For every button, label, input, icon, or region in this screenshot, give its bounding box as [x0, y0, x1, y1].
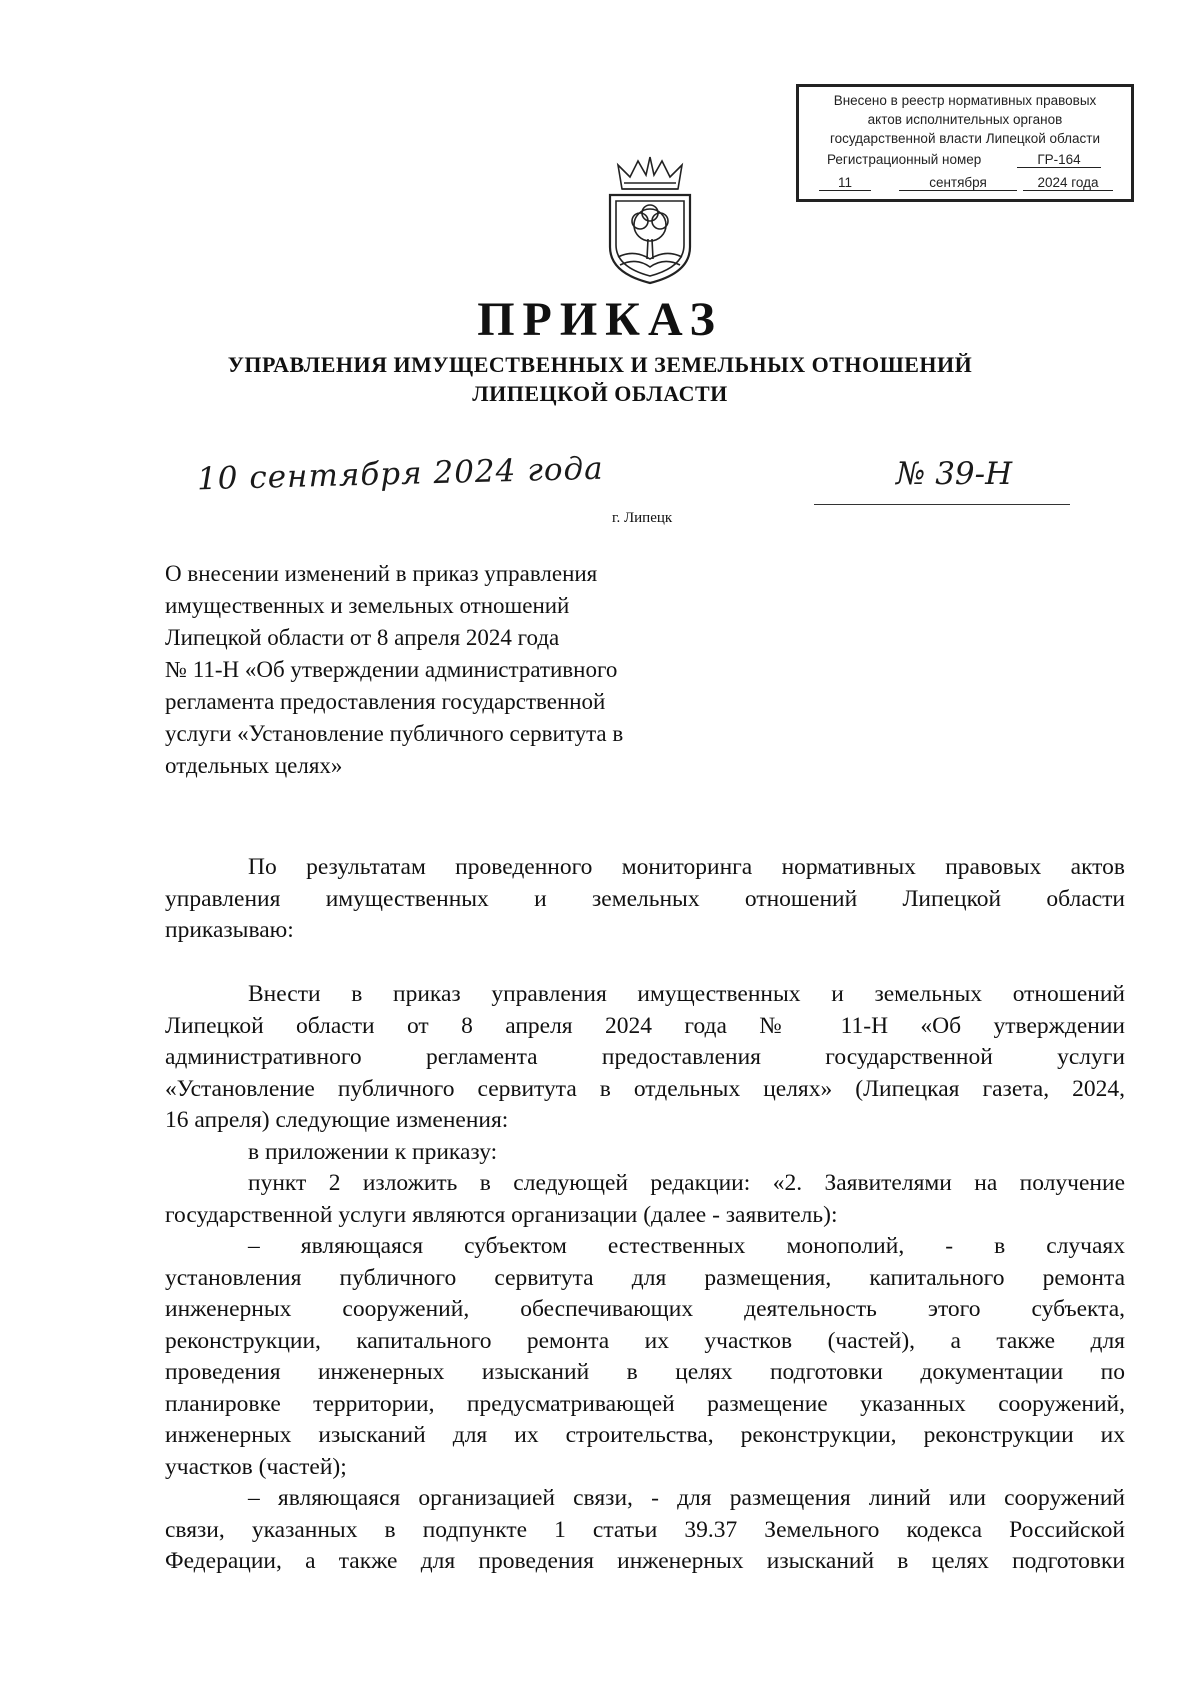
- text-line: – являющаяся субъектом естественных монополий, - в случаях: [248, 1233, 1125, 1259]
- text-line: связи, указанных в подпункте 1 статьи 39.37 Земельного кодекса Российской: [165, 1516, 1125, 1543]
- text-line: Федерации, а также для проведения инженерных изысканий в целях подготовки: [165, 1548, 1125, 1574]
- text-line: установления публичного сервитута для размещения, капитального ремонта: [165, 1264, 1125, 1291]
- text-line: реконструкции, капитального ремонта их участков (частей), а также для: [165, 1327, 1125, 1354]
- text-line: административного регламента предоставления государственной услуги: [165, 1044, 1125, 1070]
- subject-block: [165, 558, 725, 782]
- subject-line: Липецкой области от 8 апреля 2024 года: [165, 625, 560, 650]
- text-line: инженерных изысканий для их строительства, реконструкции, реконструкции их: [165, 1422, 1125, 1448]
- registry-stamp: [796, 84, 1134, 202]
- number-underline: [814, 504, 1070, 505]
- subject-line: О внесении изменений в приказ управления: [165, 561, 598, 586]
- stamp-reg-label: Регистрационный номер: [827, 152, 982, 167]
- subject-line: отдельных целях»: [165, 753, 343, 778]
- subject-line: № 11-Н «Об утверждении административного: [165, 657, 618, 682]
- text-line: проведения инженерных изысканий в целях подготовки документации по: [165, 1359, 1125, 1385]
- text-line: в приложении к приказу:: [248, 1138, 498, 1165]
- stamp-reg-number: ГР-164: [1017, 152, 1101, 168]
- text-line: управления имущественных и земельных отношений Липецкой области: [165, 885, 1125, 912]
- text-line: приказываю:: [165, 917, 294, 943]
- text-line: «Установление публичного сервитута в отдельных целях» (Липецкая газета, 2024,: [165, 1075, 1125, 1102]
- subject-line: имущественных и земельных отношений: [165, 593, 570, 618]
- stamp-year: 2024 года: [1023, 175, 1113, 191]
- city: г. Липецк: [612, 510, 673, 526]
- text-line: По результатам проведенного мониторинга нормативных правовых актов: [248, 854, 1125, 880]
- document-title: ПРИКАЗ: [477, 293, 723, 346]
- lipetsk-coat-of-arms-icon: [600, 155, 700, 287]
- stamp-line-3: государственной власти Липецкой области: [829, 131, 1101, 146]
- text-line: – являющаяся организацией связи, - для размещения линий или сооружений: [248, 1485, 1125, 1511]
- text-line: инженерных сооружений, обеспечивающих деятельность этого субъекта,: [165, 1296, 1125, 1322]
- stamp-line-1: Внесено в реестр нормативных правовых: [833, 93, 1097, 108]
- stamp-day: 11: [819, 175, 871, 191]
- issuer-line-2: ЛИПЕЦКОЙ ОБЛАСТИ: [472, 381, 728, 406]
- text-line: планировке территории, предусматривающей размещение указанных сооружений,: [165, 1390, 1125, 1417]
- text-line: Липецкой области от 8 апреля 2024 года № 11-Н «Об утверждении: [165, 1012, 1125, 1039]
- text-line: 16 апреля) следующие изменения:: [165, 1107, 509, 1133]
- text-line: пункт 2 изложить в следующей редакции: «2. Заявителями на получение: [248, 1170, 1125, 1196]
- stamp-month: сентября: [899, 175, 1017, 191]
- preamble-paragraph: [165, 852, 1125, 947]
- text-line: Внести в приказ управления имущественных и земельных отношений: [248, 981, 1125, 1007]
- subject-line: регламента предоставления государственной: [165, 689, 606, 714]
- text-line: участков (частей);: [165, 1453, 347, 1480]
- handwritten-number: № 39-Н: [896, 456, 1013, 492]
- stamp-line-2: актов исполнительных органов: [867, 112, 1063, 127]
- subject-line: услуги «Установление публичного сервитута в: [165, 721, 624, 746]
- issuer-line-1: УПРАВЛЕНИЯ ИМУЩЕСТВЕННЫХ И ЗЕМЕЛЬНЫХ ОТНОШЕНИЙ: [227, 352, 973, 377]
- operative-text: [165, 979, 1125, 1578]
- handwritten-date: 10 сентября 2024 года: [196, 450, 605, 498]
- text-line: государственной услуги являются организации (далее - заявитель):: [165, 1201, 838, 1228]
